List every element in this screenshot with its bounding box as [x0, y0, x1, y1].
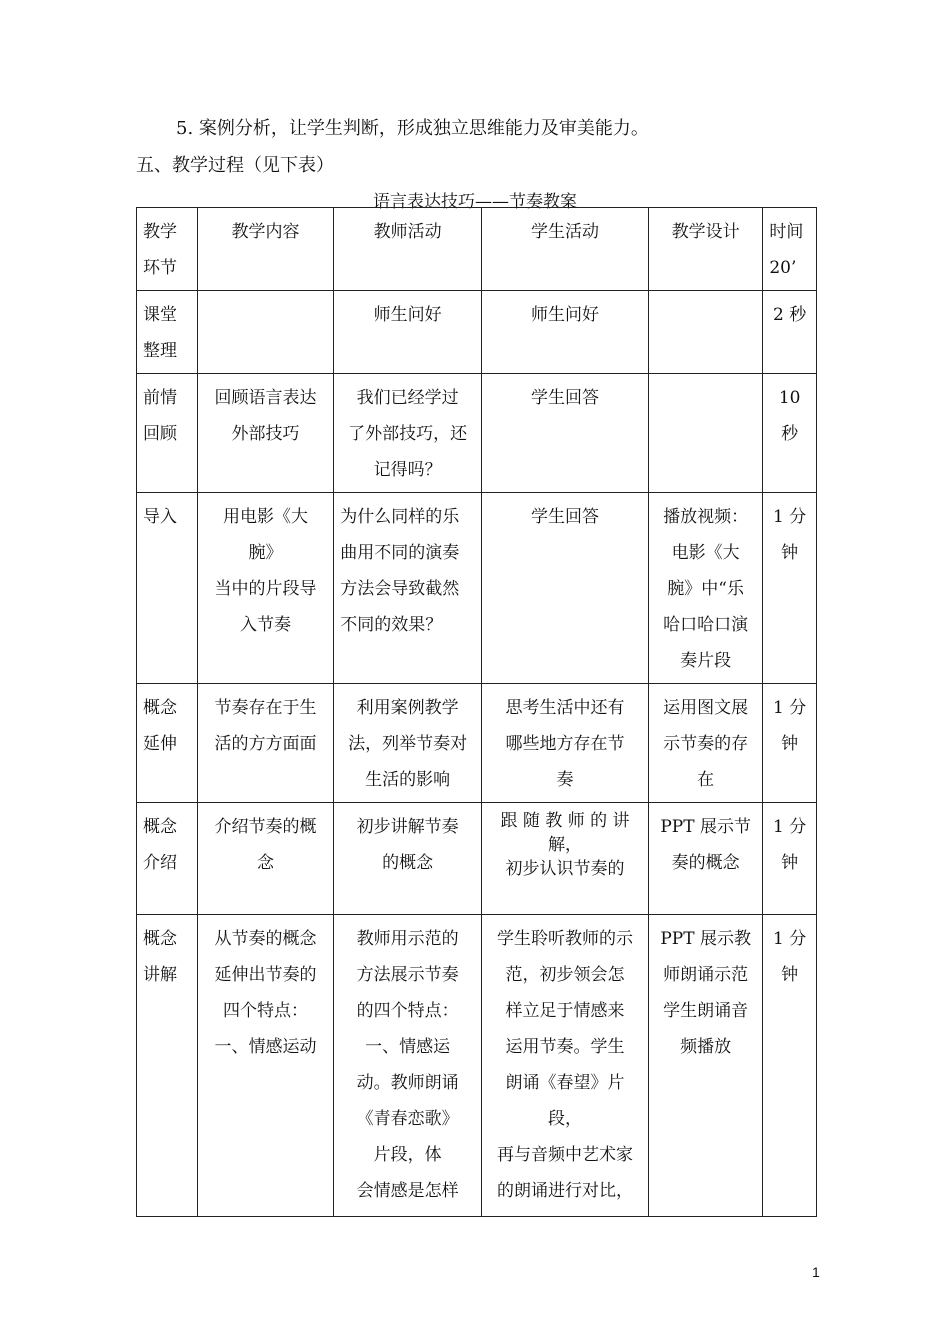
- table-caption: 语言表达技巧——节奏教案: [373, 192, 577, 212]
- table-cell: 节奏存在于生 活的方方面面: [197, 684, 334, 803]
- table-cell: 概念 介绍: [137, 803, 198, 915]
- table-cell: 利用案例教学 法，列举节奏对 生活的影响: [334, 684, 482, 803]
- table-cell: 回顾语言表达 外部技巧: [197, 374, 334, 493]
- table-cell: [648, 374, 762, 493]
- table-cell: [197, 291, 334, 374]
- header-cell: 时间 20’: [763, 208, 817, 291]
- lesson-plan-table: [136, 207, 817, 1217]
- table-cell: 教师用示范的 方法展示节奏 的四个特点： 一、情感运 动。教师朗诵 《青春恋歌》 片段，体 会情感是怎样: [334, 915, 482, 1217]
- table-cell: 运用图文展 示节奏的存 在: [648, 684, 762, 803]
- header-cell: 学生活动: [482, 208, 649, 291]
- table-cell: PPT 展示节 奏的概念: [648, 803, 762, 915]
- header-cell: 教学内容: [197, 208, 334, 291]
- table-cell: 导入: [137, 493, 198, 684]
- table-cell: 用电影《大 腕》 当中的片段导 入节奏: [197, 493, 334, 684]
- table-cell: 师生问好: [334, 291, 482, 374]
- table-cell: 学生聆听教师的示 范，初步领会怎 样立足于情感来 运用节奏。学生 朗诵《春望》片 段， 再与音频中艺术家 的朗诵进行对比，: [482, 915, 649, 1217]
- header-cell: 教学设计: [648, 208, 762, 291]
- table-row: [137, 803, 817, 915]
- table-cell: [648, 291, 762, 374]
- table-cell: 师生问好: [482, 291, 649, 374]
- table-cell: 前情 回顾: [137, 374, 198, 493]
- section-heading: 五、教学过程（见下表）: [136, 155, 334, 176]
- header-cell: 教学 环节: [137, 208, 198, 291]
- table-cell: 1 分 钟: [763, 684, 817, 803]
- table-cell: 2 秒: [763, 291, 817, 374]
- table-row: [137, 291, 817, 374]
- table-cell: 学生回答: [482, 493, 649, 684]
- table-row: [137, 915, 817, 1217]
- table-header-row: [137, 208, 817, 291]
- table-cell: 初步讲解节奏 的概念: [334, 803, 482, 915]
- table-cell: 概念 讲解: [137, 915, 198, 1217]
- table-cell: 学生回答: [482, 374, 649, 493]
- table-row: [137, 374, 817, 493]
- header-cell: 教师活动: [334, 208, 482, 291]
- table-cell: 课堂 整理: [137, 291, 198, 374]
- table-cell: 我们已经学过 了外部技巧，还 记得吗？: [334, 374, 482, 493]
- table-cell: 播放视频： 电影《大 腕》中“乐 哈口哈口演 奏片段: [648, 493, 762, 684]
- objective-item-5: 5. 案例分析，让学生判断，形成独立思维能力及审美能力。: [176, 118, 649, 139]
- table-cell: 从节奏的概念 延伸出节奏的 四个特点： 一、情感运动: [197, 915, 334, 1217]
- table-row: [137, 684, 817, 803]
- table-cell: 10 秒: [763, 374, 817, 493]
- table-row: [137, 493, 817, 684]
- table-cell: 概念 延伸: [137, 684, 198, 803]
- table-cell: 介绍节奏的概 念: [197, 803, 334, 915]
- table-cell: 1 分 钟: [763, 915, 817, 1217]
- table-cell: PPT 展示教 师朗诵示范 学生朗诵音 频播放: [648, 915, 762, 1217]
- table-cell: 跟 随 教 师 的 讲 解， 初步认识节奏的: [482, 803, 649, 915]
- table-cell: 1 分 钟: [763, 803, 817, 915]
- page-number: 1: [812, 1264, 820, 1280]
- table-cell: 思考生活中还有 哪些地方存在节 奏: [482, 684, 649, 803]
- table-cell: 为什么同样的乐 曲用不同的演奏 方法会导致截然 不同的效果？: [334, 493, 482, 684]
- table-cell: 1 分 钟: [763, 493, 817, 684]
